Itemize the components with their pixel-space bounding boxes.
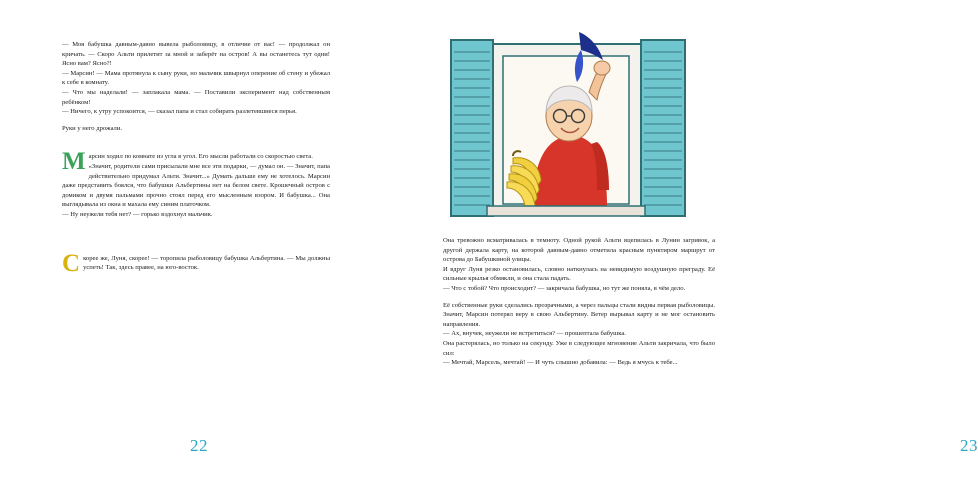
- paragraph: — Моя бабушка давным-давно вывела рыболовицу, в отличие от вас! — продолжал он кричать. — Скоро Альти прилетит за мной и заберёт на остров! А вы останетесь тут одни! Ясно вам? Ясно?!: [62, 41, 330, 68]
- paragraph: арсин ходил по комнате из угла в угол. Его мысли работали со скоростью света.: [88, 153, 313, 161]
- paragraph: — Что с тобой? Что происходит? — закричала бабушка, но тут же поняла, в чём дело.: [443, 284, 686, 292]
- grandmother-at-window-illustration: [447, 30, 709, 226]
- dropcap-section-m: [62, 148, 330, 219]
- paragraph-spacer: [62, 117, 330, 124]
- page-number-left: 22: [190, 436, 208, 455]
- paragraph: — Ах, внучек, неужели не встретиться? — прошептала бабушка.: [443, 330, 626, 338]
- paragraph: — Мечтай, Марсель, мечтай! — И чуть слышно добавила: — Ведь я мчусь к тебе...: [443, 359, 678, 367]
- paragraph: — Что мы наделали! — заплакала мама. — Поставили эксперимент над собственным ребёнком!: [62, 88, 330, 106]
- paragraph: корее же, Луня, скорее! — торопила рыболовицу бабушка Альбертина. — Мы должны успеть! Так, здесь правее, на юго-восток.: [83, 254, 330, 272]
- left-page-text-column: [62, 40, 330, 276]
- paragraph: Она тревожно всматривалась в темноту. Одной рукой Альти вцепилась в Лунин загривок, а другой держала карту, на которой давным-давно отметила красным пунктиром маршрут от острова до Бабушкиной улицы.: [443, 237, 715, 264]
- dropcap-letter-m: М: [62, 148, 86, 176]
- paragraph: Её собственные руки сделались прозрачными, а через пальцы стали видны первая рыболовицы. Значит, Марсин потерял веру в свою Альбертину. Ветер вырывал карту и не мог остановить направления.: [443, 301, 715, 328]
- dropcap-letter-s: С: [62, 249, 81, 277]
- paragraph: «Значит, родители сами присылали мне все эти подарки, — думал он. — Значит, папа действительно придумал Альти. Значит...» Думать дальше ему не хотелось. Марсин даже представить боялся, что бабушки Альбертины нет на белом свете. Крошечный остров с домиком и двумя пальмами прочно стоял перед его мысленным взором. И бабушка... Она выглядывала из окна и махала ему синим платочком.: [62, 162, 330, 209]
- right-page-text-column: [443, 236, 715, 368]
- dropcap-section-s: [62, 249, 330, 277]
- page-number-right: 23: [960, 436, 978, 455]
- section-spacer: [62, 239, 330, 254]
- section-spacer: [62, 220, 330, 239]
- paragraph: — Ну неужели тебя нет? — горько вздохнул мальчик.: [62, 210, 213, 218]
- left-page: [0, 0, 385, 478]
- paragraph: — Марсин! — Мама протянула к сыну руки, но мальчик швырнул оперение об стену и убежал к себе в комнату.: [62, 69, 330, 87]
- paragraph: Руки у него дрожали.: [62, 124, 123, 132]
- paragraph: — Ничего, к утру успокоится, — сказал папа и стал собирать разлетевшиеся перья.: [62, 108, 297, 116]
- paragraph-spacer: [443, 294, 715, 301]
- paragraph: Она растерялась, но только на секунду. Уже в следующее мгновение Альти закричала, что было сил:: [443, 339, 715, 357]
- section-spacer: [62, 133, 330, 152]
- paragraph: И вдруг Луня резко остановилась, словно наткнулась на невидимую воздушную преграду. Её сильные крылья обмякли, и она стала падать.: [443, 265, 715, 283]
- right-page: [385, 0, 978, 478]
